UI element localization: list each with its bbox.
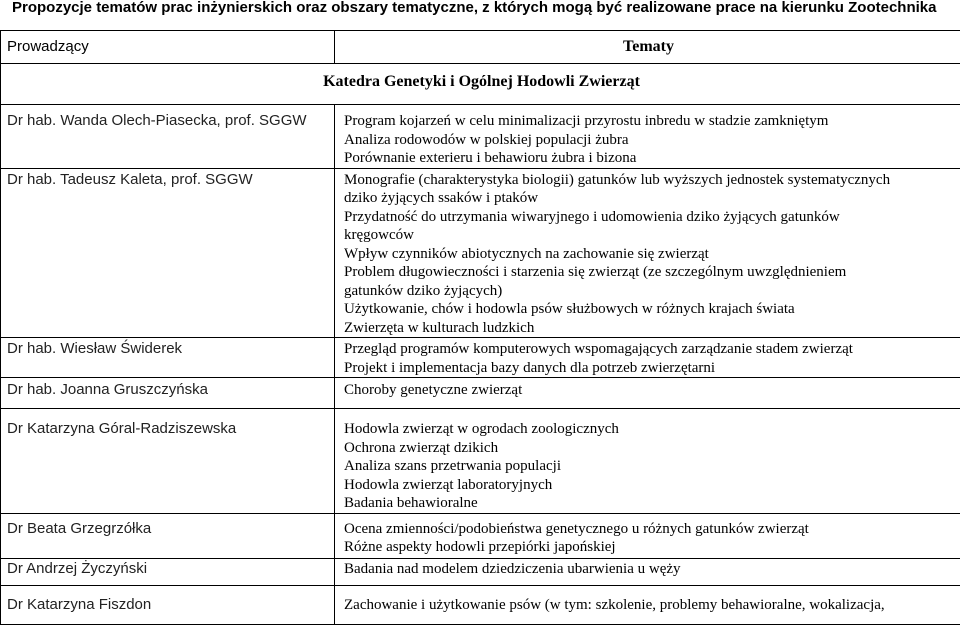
- topic-item: Choroby genetyczne zwierząt: [344, 382, 523, 398]
- topic-item: kręgowców: [344, 227, 414, 243]
- header-supervisor: Prowadzący: [1, 31, 335, 64]
- topic-item: Badania behawioralne: [344, 495, 478, 511]
- table-row: [1, 409, 960, 514]
- supervisor-name: Dr Andrzej Życzyński: [1, 558, 335, 585]
- topic-item: Analiza rodowodów w polskiej populacji żubra: [344, 131, 629, 148]
- topics-cell: [335, 409, 960, 514]
- topic-item: Hodowla zwierząt laboratoryjnych: [344, 476, 553, 493]
- topics-table: [0, 30, 960, 625]
- topic-item: Ocena zmienności/podobieństwa genetycznego u różnych gatunków zwierząt: [344, 520, 809, 537]
- topic-item: dziko żyjących ssaków i ptaków: [344, 190, 539, 206]
- supervisor-name: Dr Katarzyna Góral-Radziszewska: [1, 409, 335, 514]
- department-title: Katedra Genetyki i Ogólnej Hodowli Zwierząt: [1, 64, 960, 105]
- topic-item: Monografie (charakterystyka biologii) gatunków lub wyższych jednostek systematycznych: [344, 171, 891, 188]
- table-row: [1, 105, 960, 169]
- topic-item: Wpływ czynników abiotycznych na zachowanie się zwierząt: [344, 245, 709, 262]
- topic-item: Użytkowanie, chów i hodowla psów służbowych w różnych krajach świata: [344, 301, 795, 317]
- topics-cell: [335, 558, 960, 585]
- table-row: [1, 585, 960, 624]
- supervisor-name: Dr Katarzyna Fiszdon: [1, 585, 335, 624]
- table-row: [1, 338, 960, 378]
- table-row: [1, 558, 960, 585]
- topic-item: Badania nad modelem dziedziczenia ubarwienia u węży: [344, 560, 681, 577]
- header-topics: Tematy: [335, 31, 960, 64]
- topic-item: Hodowla zwierząt w ogrodach zoologicznych: [344, 421, 619, 437]
- topic-item: Przydatność do utrzymania wiwaryjnego i udomowienia dziko żyjących gatunków: [344, 208, 840, 225]
- topics-cell: [335, 585, 960, 624]
- page-title: Propozycje tematów prac inżynierskich oraz obszary tematyczne, z których mogą być realizowane prace na kierunku Zootechnika: [12, 0, 937, 16]
- table-row: [1, 168, 960, 338]
- topic-item: Program kojarzeń w celu minimalizacji przyrostu inbredu w stadzie zamkniętym: [344, 113, 829, 129]
- supervisor-name: Dr Beata Grzegrzółka: [1, 513, 335, 558]
- topics-cell: [335, 378, 960, 409]
- topic-item: gatunków dziko żyjących): [344, 282, 503, 299]
- topic-item: Różne aspekty hodowli przepiórki japońskiej: [344, 539, 616, 555]
- topics-cell: [335, 338, 960, 378]
- topics-cell: [335, 168, 960, 338]
- supervisor-name: Dr hab. Joanna Gruszczyńska: [1, 378, 335, 409]
- topic-item: Porównanie exterieru i behawioru żubra i bizona: [344, 150, 637, 166]
- topic-item: Zachowanie i użytkowanie psów (w tym: szkolenie, problemy behawioralne, wokalizacja,: [344, 596, 885, 613]
- topic-item: Przegląd programów komputerowych wspomagających zarządzanie stadem zwierząt: [344, 341, 853, 357]
- supervisor-name: Dr hab. Wiesław Świderek: [1, 338, 335, 378]
- table-row: [1, 513, 960, 558]
- table-header-row: [1, 31, 960, 64]
- topic-item: Problem długowieczności i starzenia się zwierząt (ze szczególnym uwzględnieniem: [344, 264, 847, 280]
- supervisor-name: Dr hab. Tadeusz Kaleta, prof. SGGW: [1, 168, 335, 338]
- topic-item: Projekt i implementacja bazy danych dla potrzeb zwierzętarni: [344, 359, 716, 376]
- supervisor-name: Dr hab. Wanda Olech-Piasecka, prof. SGGW: [1, 105, 335, 169]
- topics-cell: [335, 513, 960, 558]
- topic-item: Ochrona zwierząt dzikich: [344, 439, 499, 456]
- topics-cell: [335, 105, 960, 169]
- table-row: [1, 378, 960, 409]
- department-row: [1, 64, 960, 105]
- topic-item: Zwierzęta w kulturach ludzkich: [344, 319, 535, 336]
- topic-item: Analiza szans przetrwania populacji: [344, 458, 561, 474]
